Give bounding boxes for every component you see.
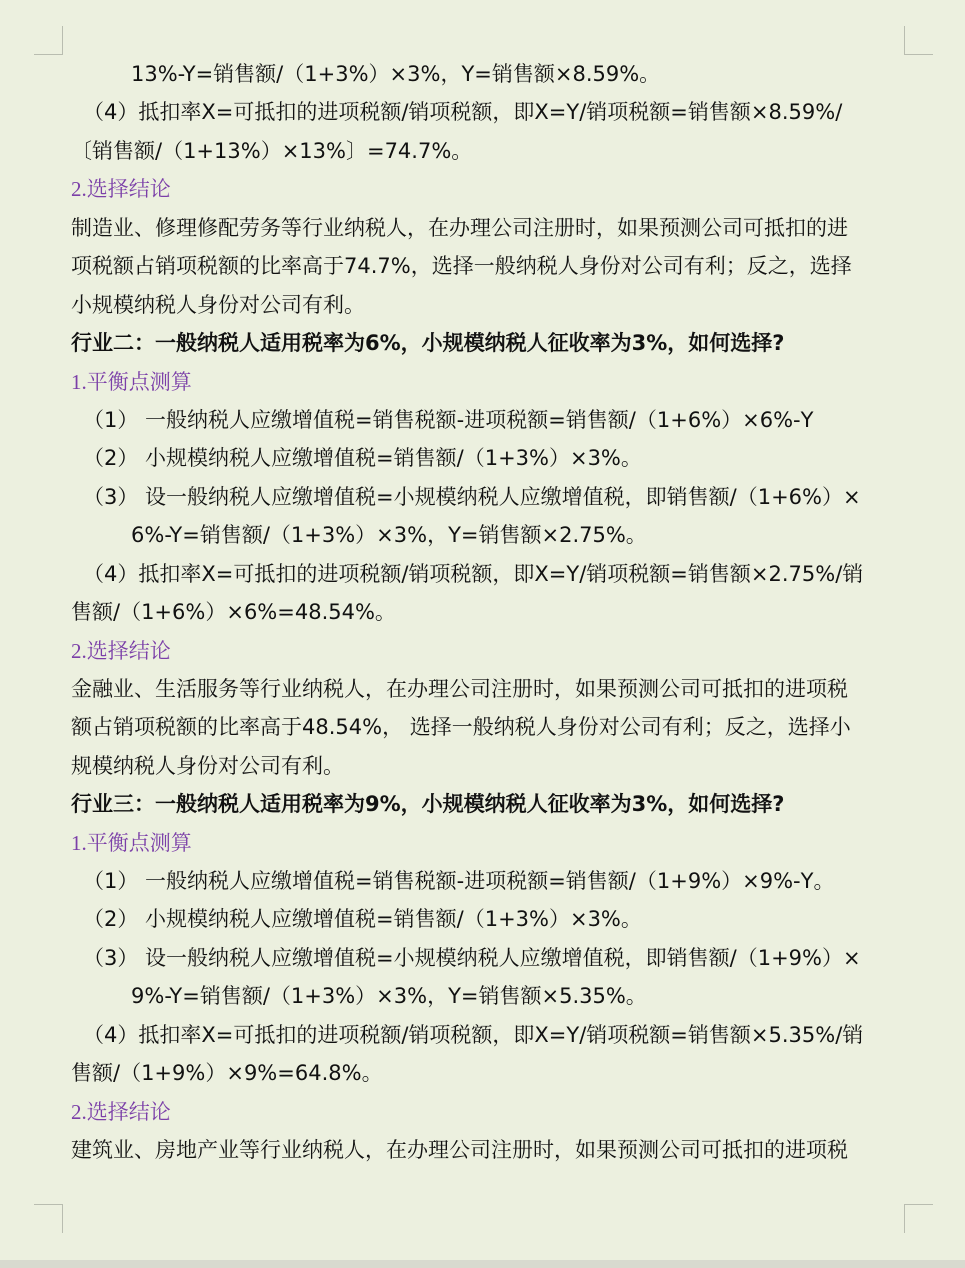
paragraph-line: 项税额占销项税额的比率高于74.7%，选择一般纳税人身份对公司有利；反之，选择	[71, 254, 852, 278]
page-bottom-edge	[0, 1260, 965, 1268]
margin-corner-bottom-right	[904, 1204, 933, 1233]
formula-line: 〔销售额/（1+13%）×13%〕=74.7%。	[71, 139, 473, 163]
step-line: （2） 小规模纳税人应缴增值税=销售额/（1+3%）×3%。	[83, 907, 642, 931]
paragraph-line: 金融业、生活服务等行业纳税人，在办理公司注册时，如果预测公司可抵扣的进项税	[71, 677, 848, 701]
paragraph-line: 规模纳税人身份对公司有利。	[71, 754, 344, 778]
paragraph-line: 建筑业、房地产业等行业纳税人，在办理公司注册时，如果预测公司可抵扣的进项税	[71, 1138, 848, 1162]
step-line: （3） 设一般纳税人应缴增值税=小规模纳税人应缴增值税，即销售额/（1+9%）×	[83, 946, 861, 970]
formula-line: 6%-Y=销售额/（1+3%）×3%，Y=销售额×2.75%。	[131, 523, 647, 547]
step-line: （4）抵扣率X=可抵扣的进项税额/销项税额，即X=Y/销项税额=销售额×8.59%/	[83, 100, 843, 124]
margin-corner-top-right	[904, 26, 933, 55]
step-line: （3） 设一般纳税人应缴增值税=小规模纳税人应缴增值税，即销售额/（1+6%）×	[83, 485, 861, 509]
formula-line: 9%-Y=销售额/（1+3%）×3%，Y=销售额×5.35%。	[131, 984, 647, 1008]
section-heading: 1.平衡点测算	[71, 831, 192, 855]
paragraph-line: 额占销项税额的比率高于48.54%， 选择一般纳税人身份对公司有利；反之，选择小	[71, 715, 851, 739]
section-heading: 1.平衡点测算	[71, 370, 192, 394]
paragraph-line: 制造业、修理修配劳务等行业纳税人，在办理公司注册时，如果预测公司可抵扣的进	[71, 216, 848, 240]
step-line: （4）抵扣率X=可抵扣的进项税额/销项税额，即X=Y/销项税额=销售额×2.75%/销	[83, 562, 864, 586]
step-line: （4）抵扣率X=可抵扣的进项税额/销项税额，即X=Y/销项税额=销售额×5.35%/销	[83, 1023, 864, 1047]
step-line: （1） 一般纳税人应缴增值税=销售税额-进项税额=销售额/（1+9%）×9%-Y。	[83, 869, 835, 893]
step-line: （2） 小规模纳税人应缴增值税=销售额/（1+3%）×3%。	[83, 446, 642, 470]
industry-heading: 行业二：一般纳税人适用税率为6%，小规模纳税人征收率为3%，如何选择?	[71, 331, 785, 355]
margin-corner-top-left	[34, 26, 63, 55]
formula-line: 13%-Y=销售额/（1+3%）×3%，Y=销售额×8.59%。	[131, 62, 661, 86]
step-line: （1） 一般纳税人应缴增值税=销售税额-进项税额=销售额/（1+6%）×6%-Y	[83, 408, 814, 432]
paragraph-line: 小规模纳税人身份对公司有利。	[71, 293, 365, 317]
formula-line: 售额/（1+9%）×9%=64.8%。	[71, 1061, 383, 1085]
industry-heading: 行业三：一般纳税人适用税率为9%，小规模纳税人征收率为3%，如何选择?	[71, 792, 785, 816]
section-heading: 2.选择结论	[71, 639, 171, 663]
formula-line: 售额/（1+6%）×6%=48.54%。	[71, 600, 396, 624]
margin-corner-bottom-left	[34, 1204, 63, 1233]
section-heading: 2.选择结论	[71, 177, 171, 201]
section-heading: 2.选择结论	[71, 1100, 171, 1124]
